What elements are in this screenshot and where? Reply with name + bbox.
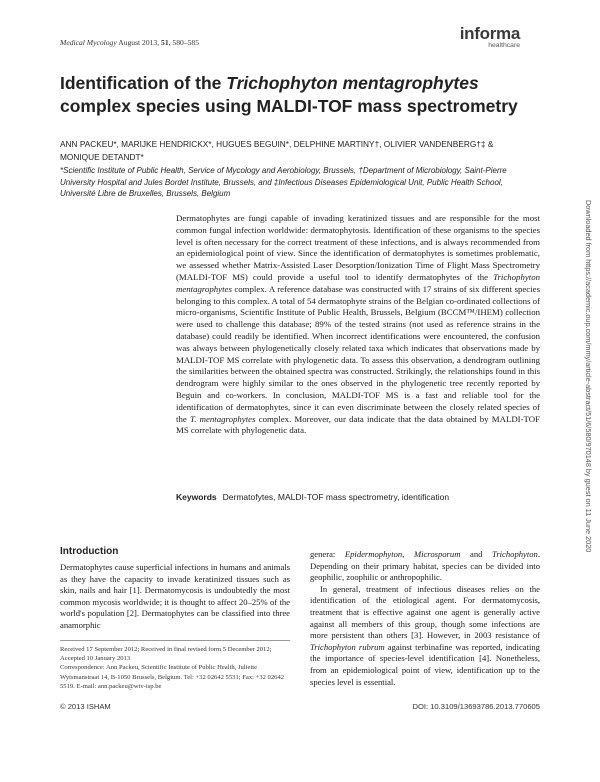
journal-pages: , 580–585 <box>168 38 199 47</box>
intro-text: In general, treatment of infectious diseases relies on the identification of the etiological agent. For dermatomycosis, treatment that is effective against one agent is generally active against all members of this group, though some infections are more persistent than others [3]. However, in 2003 resistance of <box>310 583 540 641</box>
publisher-logo <box>460 25 520 50</box>
abstract-text-3: complex. Moreover, our data indicate that the data obtained by MALDI-TOF MS correlate with phylogenetic data. <box>176 413 540 436</box>
abstract-species: Trichophyton mentagrophytes <box>176 271 540 294</box>
affiliations: *Scientific Institute of Public Health, Service of Mycology and Aerobiology, Brussels, †Department of Microbiology, Saint-Pierre University Hospital and Jules Bordet Institute, Brussels, and ‡Infectious Diseases Epidemiological Unit, Public Health School, Université Libre de Bruxelles, Brussels, Belgium <box>60 166 507 199</box>
correspondence: Correspondence: Ann Packeu, Scientific Institute of Public Health, Juliette Wytsmanstraat 14, B-1050 Brussels, Belgium. Tel: +32 02642 5531; Fax: +32 02642 5519. E-mail: ann.packeu@wiv-isp.be <box>60 664 285 690</box>
intro-text: and <box>460 549 493 559</box>
publisher-subtitle: healthcare <box>488 42 520 49</box>
abstract-text-2: complex. A reference database was constructed with 17 strains of six different species belonging to this complex. A total of 54 dermatophyte strains of the Belgian co-ordinated collections of micro-organisms, Scientific Institute of Public Health, Brussels, Belgium (BCCM™/IHEM) collection were used to challenge this database; 89% of the tested strains (not used as reference strains in the database) could readily be identified. When incorrect identifications were encountered, the confusion was always between phylogenetically closely related taxa which indicates that observations made by MALDI-TOF MS correlate with phylogenetic data. To assess this observation, a dendrogram outlining the similarities between the obtained spectra was constructed. Strikingly, the relationships found in this dendrogram were highly similar to the ones observed in the phylogenetic tree recently reported by Beguin and co-workers. In conclusion, MALDI-TOF MS is a fast and reliable tool for the identification of dermatophytes, since it can even discriminate between the closely related species of the <box>176 283 541 424</box>
received-dates: Received 17 September 2012; Received in final revised form 5 December 2012; Accepted 10 January 2013 <box>60 646 272 663</box>
title-species: Trichophyton mentagrophytes <box>226 73 479 93</box>
footnote-divider <box>60 640 290 641</box>
download-watermark: Downloaded from https://academic.oup.com/mmy/article-abstract/51/6/580/970148 by guest on 11 June 2020 <box>584 200 593 553</box>
journal-issue: August 2013, <box>118 38 162 47</box>
abstract-text-1: Dermatophytes are fungi capable of invading keratinized tissues and are responsible for the most common fungal infection worldwide: dermatophytosis. Identification of these organisms to the species level is often necessary for the correct treatment of these infections, and is always recommended from an epidemiological point of view. Since the identification of dermatophytes is sometimes problematic, we assessed whether Matrix-Assisted Laser Desorption/Ionization Time of Flight Mass Spectrometry (MALDI-TOF MS) could provide a useful tool to identify dermatophytes of the <box>176 213 540 282</box>
copyright: © 2013 ISHAM <box>60 702 111 711</box>
genus-microsporum: Microsporum <box>413 549 461 559</box>
intro-paragraph-1: Dermatophytes cause superficial infections in humans and animals as they have the capacity to invade keratinized tissues such as skin, nails and hair [1]. Dermatomycosis is undoubtedly the most common mycosis worldwide; it is thought to affect 20–25% of the world's population [2]. Dermatophytes can be classified into three anamorphic <box>60 562 290 630</box>
journal-name: Medical Mycology <box>60 38 117 47</box>
keywords-label: Keywords <box>176 492 217 502</box>
journal-volume: 51 <box>161 38 169 47</box>
abstract <box>176 213 540 437</box>
author-list: ANN PACKEU*, MARIJKE HENDRICKX*, HUGUES BEGUIN*, DELPHINE MARTINY†, OLIVIER VANDENBERG†‡ & MONIQUE DETANDT* <box>60 139 494 162</box>
intro-text: . Depending on their primary habitat, species can be divided into geophilic, zoophilic or anthropophilic. <box>310 549 541 583</box>
title-part-1: Identification of the <box>60 73 227 93</box>
intro-paragraph-2 <box>310 584 540 688</box>
intro-text: genera: <box>310 549 345 559</box>
title-part-2: complex species using MALDI-TOF mass spectrometry <box>60 95 518 116</box>
genus-trichophyton: Trichophyton <box>492 549 538 559</box>
introduction-heading: Introduction <box>60 546 119 557</box>
intro-left-column <box>60 562 290 632</box>
keywords <box>176 492 540 502</box>
publisher-name: informa <box>459 24 520 43</box>
intro-right-column <box>310 549 540 688</box>
footnote <box>60 645 290 691</box>
doi: DOI: 10.3109/13693786.2013.770605 <box>412 702 540 711</box>
keywords-text: Dermatofytes, MALDI-TOF mass spectrometry, identification <box>222 492 450 502</box>
species-t-rubrum: Trichophyton rubrum <box>310 641 385 652</box>
paper-title <box>60 72 550 117</box>
intro-text: , <box>402 549 414 559</box>
intro-paragraph-continued <box>310 549 540 584</box>
abstract-species-2: T. mentagrophytes <box>189 413 256 424</box>
journal-citation <box>60 38 199 47</box>
intro-text: against terbinafine was reported, indicating the importance of species-level identification [4]. Nonetheless, from an epidemiological point of view, identification up to the species level is essential. <box>310 641 540 687</box>
genus-epidermophyton: Epidermophyton <box>344 549 403 559</box>
